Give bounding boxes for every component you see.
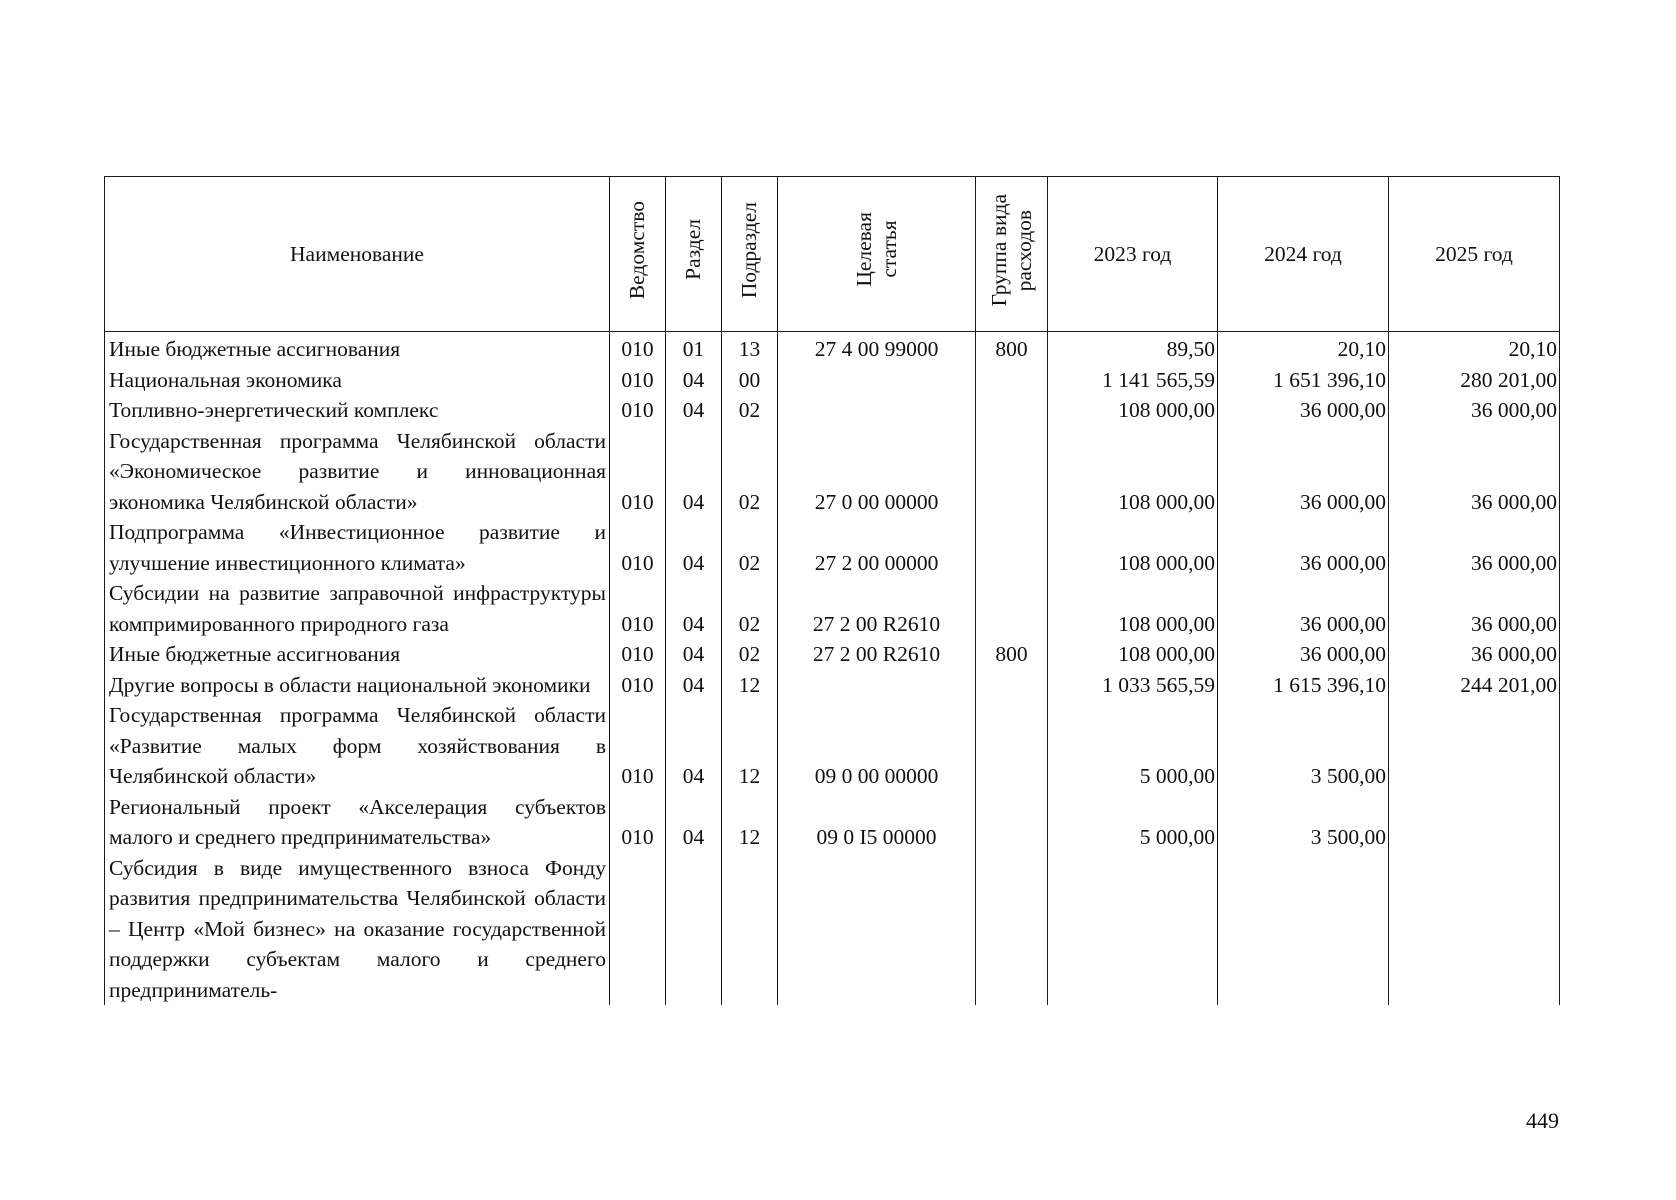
cell-gruppa-vida: 800 (976, 639, 1048, 670)
header-name: Наименование (105, 177, 610, 332)
cell-name: Субсидия в виде имущественного взноса Фонду развития предпринимательства Челябинской области – Центр «Мой бизнес» на оказание государственной поддержки субъектам малого и среднего предприниматель- (105, 853, 610, 1006)
cell-2025: 36 000,00 (1389, 639, 1560, 670)
cell-vedomstvo: 010 (610, 670, 666, 701)
cell-2024: 36 000,00 (1218, 578, 1389, 639)
cell-name: Иные бюджетные ассигнования (105, 332, 610, 365)
table-row (105, 578, 1560, 639)
cell-name: Государственная программа Челябинской области «Экономическое развитие и инновационная экономика Челябинской области» (105, 426, 610, 518)
cell-name: Иные бюджетные ассигнования (105, 639, 610, 670)
cell-2023: 1 033 565,59 (1048, 670, 1218, 701)
cell-name: Государственная программа Челябинской области «Развитие малых форм хозяйствования в Челябинской области» (105, 700, 610, 792)
cell-2025 (1389, 700, 1560, 792)
cell-celevaya-statya: 27 4 00 99000 (778, 332, 976, 365)
cell-gruppa-vida (976, 517, 1048, 578)
cell-2024: 3 500,00 (1218, 700, 1389, 792)
cell-celevaya-statya: 27 2 00 R2610 (778, 578, 976, 639)
table-row (105, 517, 1560, 578)
cell-vedomstvo: 010 (610, 578, 666, 639)
cell-vedomstvo: 010 (610, 395, 666, 426)
cell-2023 (1048, 853, 1218, 1006)
cell-2023: 5 000,00 (1048, 700, 1218, 792)
cell-2023: 108 000,00 (1048, 578, 1218, 639)
cell-gruppa-vida (976, 853, 1048, 1006)
cell-celevaya-statya (778, 670, 976, 701)
budget-table (104, 176, 1560, 1005)
table-row (105, 700, 1560, 792)
cell-podrazdel: 02 (722, 639, 778, 670)
cell-razdel: 04 (666, 365, 722, 396)
cell-podrazdel (722, 853, 778, 1006)
table-row (105, 639, 1560, 670)
header-celevaya-statya: Целевая статья (778, 177, 976, 332)
cell-2024: 36 000,00 (1218, 517, 1389, 578)
cell-2025 (1389, 853, 1560, 1006)
cell-gruppa-vida (976, 700, 1048, 792)
page-number: 449 (1526, 1108, 1559, 1133)
cell-name: Региональный проект «Акселерация субъектов малого и среднего предпринимательства» (105, 792, 610, 853)
cell-name: Национальная экономика (105, 365, 610, 396)
cell-vedomstvo: 010 (610, 365, 666, 396)
cell-celevaya-statya: 09 0 I5 00000 (778, 792, 976, 853)
cell-gruppa-vida: 800 (976, 332, 1048, 365)
cell-podrazdel: 12 (722, 700, 778, 792)
cell-2025: 36 000,00 (1389, 517, 1560, 578)
table-row (105, 853, 1560, 1006)
cell-2023: 108 000,00 (1048, 395, 1218, 426)
cell-gruppa-vida (976, 792, 1048, 853)
cell-razdel: 04 (666, 517, 722, 578)
cell-2024: 3 500,00 (1218, 792, 1389, 853)
cell-podrazdel: 00 (722, 365, 778, 396)
cell-razdel: 04 (666, 670, 722, 701)
table-row (105, 670, 1560, 701)
cell-gruppa-vida (976, 670, 1048, 701)
cell-podrazdel: 02 (722, 578, 778, 639)
cell-razdel: 04 (666, 700, 722, 792)
cell-celevaya-statya (778, 365, 976, 396)
cell-2025: 244 201,00 (1389, 670, 1560, 701)
table-body (105, 332, 1560, 1006)
cell-2023: 89,50 (1048, 332, 1218, 365)
cell-2024: 20,10 (1218, 332, 1389, 365)
cell-name: Топливно-энергетический комплекс (105, 395, 610, 426)
cell-gruppa-vida (976, 578, 1048, 639)
cell-razdel: 04 (666, 639, 722, 670)
cell-podrazdel: 02 (722, 426, 778, 518)
cell-razdel: 04 (666, 426, 722, 518)
header-podrazdel: Подраздел (722, 177, 778, 332)
table-row (105, 792, 1560, 853)
cell-podrazdel: 12 (722, 792, 778, 853)
cell-2023: 5 000,00 (1048, 792, 1218, 853)
header-2025: 2025 год (1389, 177, 1560, 332)
cell-2024: 1 615 396,10 (1218, 670, 1389, 701)
cell-podrazdel: 12 (722, 670, 778, 701)
cell-podrazdel: 02 (722, 395, 778, 426)
cell-vedomstvo (610, 853, 666, 1006)
cell-2024 (1218, 853, 1389, 1006)
cell-celevaya-statya: 27 2 00 R2610 (778, 639, 976, 670)
cell-vedomstvo: 010 (610, 639, 666, 670)
cell-vedomstvo: 010 (610, 332, 666, 365)
cell-celevaya-statya: 27 2 00 00000 (778, 517, 976, 578)
cell-name: Другие вопросы в области национальной экономики (105, 670, 610, 701)
cell-vedomstvo: 010 (610, 517, 666, 578)
cell-vedomstvo: 010 (610, 792, 666, 853)
header-gruppa-vida-rashodov: Группа вида расходов (976, 177, 1048, 332)
table-row (105, 395, 1560, 426)
cell-name: Субсидии на развитие заправочной инфраструктуры компримированного природного газа (105, 578, 610, 639)
cell-razdel (666, 853, 722, 1006)
cell-razdel: 01 (666, 332, 722, 365)
header-vedomstvo: Ведомство (610, 177, 666, 332)
table-row (105, 332, 1560, 365)
cell-2024: 1 651 396,10 (1218, 365, 1389, 396)
table-row (105, 365, 1560, 396)
cell-razdel: 04 (666, 578, 722, 639)
cell-2025: 36 000,00 (1389, 578, 1560, 639)
cell-celevaya-statya (778, 853, 976, 1006)
cell-2025: 36 000,00 (1389, 426, 1560, 518)
cell-2025: 36 000,00 (1389, 395, 1560, 426)
cell-podrazdel: 13 (722, 332, 778, 365)
cell-2025 (1389, 792, 1560, 853)
header-razdel: Раздел (666, 177, 722, 332)
header-2024: 2024 год (1218, 177, 1389, 332)
header-row (105, 177, 1560, 332)
cell-vedomstvo: 010 (610, 426, 666, 518)
cell-celevaya-statya: 09 0 00 00000 (778, 700, 976, 792)
cell-celevaya-statya: 27 0 00 00000 (778, 426, 976, 518)
cell-name: Подпрограмма «Инвестиционное развитие и улучшение инвестиционного климата» (105, 517, 610, 578)
cell-2025: 20,10 (1389, 332, 1560, 365)
cell-2023: 1 141 565,59 (1048, 365, 1218, 396)
cell-2023: 108 000,00 (1048, 426, 1218, 518)
cell-2024: 36 000,00 (1218, 639, 1389, 670)
cell-2023: 108 000,00 (1048, 639, 1218, 670)
cell-podrazdel: 02 (722, 517, 778, 578)
cell-razdel: 04 (666, 395, 722, 426)
cell-razdel: 04 (666, 792, 722, 853)
cell-2024: 36 000,00 (1218, 395, 1389, 426)
cell-vedomstvo: 010 (610, 700, 666, 792)
cell-2023: 108 000,00 (1048, 517, 1218, 578)
table-row (105, 426, 1560, 518)
cell-2024: 36 000,00 (1218, 426, 1389, 518)
cell-celevaya-statya (778, 395, 976, 426)
cell-gruppa-vida (976, 426, 1048, 518)
cell-2025: 280 201,00 (1389, 365, 1560, 396)
cell-gruppa-vida (976, 365, 1048, 396)
cell-gruppa-vida (976, 395, 1048, 426)
header-2023: 2023 год (1048, 177, 1218, 332)
